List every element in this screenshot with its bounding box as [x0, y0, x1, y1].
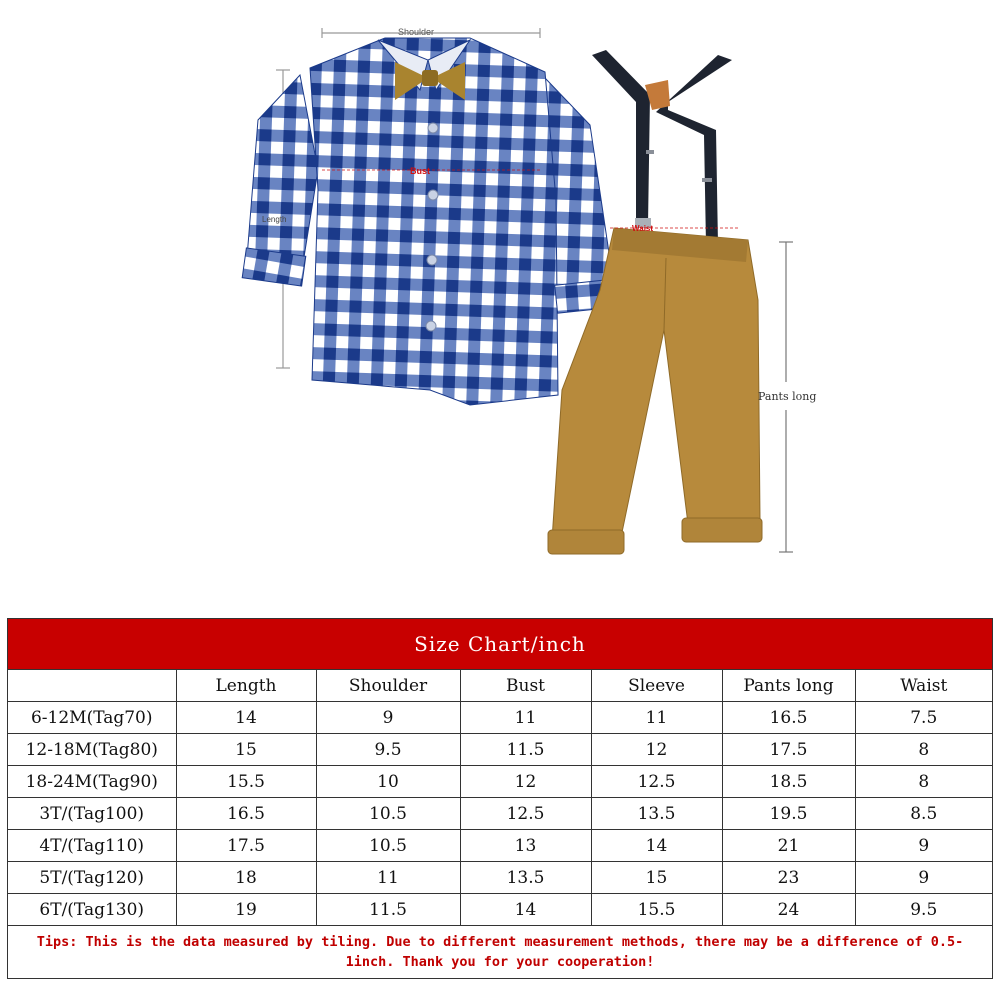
measurement-cell: 9.5 [316, 734, 460, 766]
measurement-cell: 24 [722, 894, 855, 926]
measurement-cell: 16.5 [722, 702, 855, 734]
measurement-cell: 19.5 [722, 798, 855, 830]
size-cell: 6-12M(Tag70) [8, 702, 176, 734]
tips-note: Tips: This is the data measured by tiling. Due to different measurement methods, there may be a difference of 0.5-1inch. Thank you for your cooperation! [36, 934, 964, 970]
measurement-cell: 12.5 [460, 798, 591, 830]
measurement-cell: 11.5 [460, 734, 591, 766]
measurement-cell: 10 [316, 766, 460, 798]
measurement-cell: 8 [855, 734, 992, 766]
table-row [8, 894, 992, 926]
measurement-cell: 9 [855, 830, 992, 862]
column-header: Pants long [722, 670, 855, 702]
measurement-cell: 8 [855, 766, 992, 798]
measurement-cell: 18.5 [722, 766, 855, 798]
size-chart-title: Size Chart/inch [8, 619, 992, 670]
size-cell: 6T/(Tag130) [8, 894, 176, 926]
bust-label: Bust [410, 166, 430, 176]
size-chart [7, 618, 993, 979]
column-header: Shoulder [316, 670, 460, 702]
measurement-cell: 17.5 [722, 734, 855, 766]
measurement-cell: 15 [591, 862, 722, 894]
measurement-cell: 14 [591, 830, 722, 862]
measurement-cell: 11 [316, 862, 460, 894]
pants-long-label: Pants long [758, 390, 817, 403]
column-header: Length [176, 670, 316, 702]
measurement-cell: 12 [591, 734, 722, 766]
plaid-shirt [242, 38, 619, 405]
table-row [8, 734, 992, 766]
measurement-cell: 15.5 [591, 894, 722, 926]
measurement-cell: 13.5 [460, 862, 591, 894]
table-row [8, 702, 992, 734]
measurement-cell: 9 [316, 702, 460, 734]
column-header: Sleeve [591, 670, 722, 702]
measurement-cell: 12.5 [591, 766, 722, 798]
table-row [8, 766, 992, 798]
size-cell: 3T/(Tag100) [8, 798, 176, 830]
measurement-cell: 9.5 [855, 894, 992, 926]
measurement-cell: 16.5 [176, 798, 316, 830]
measurement-cell: 18 [176, 862, 316, 894]
size-cell: 18-24M(Tag90) [8, 766, 176, 798]
size-cell: 12-18M(Tag80) [8, 734, 176, 766]
measurement-cell: 8.5 [855, 798, 992, 830]
size-column-header [8, 670, 176, 702]
table-header-row [8, 670, 992, 702]
suspenders [592, 50, 732, 248]
size-cell: 5T/(Tag120) [8, 862, 176, 894]
measurement-cell: 23 [722, 862, 855, 894]
column-header: Bust [460, 670, 591, 702]
measurement-cell: 17.5 [176, 830, 316, 862]
table-row [8, 830, 992, 862]
measurement-cell: 13.5 [591, 798, 722, 830]
table-row [8, 862, 992, 894]
measurement-cell: 11.5 [316, 894, 460, 926]
measurement-cell: 19 [176, 894, 316, 926]
measurement-cell: 15.5 [176, 766, 316, 798]
waist-label: Waist [632, 224, 654, 233]
measurement-cell: 13 [460, 830, 591, 862]
column-header: Waist [855, 670, 992, 702]
table-row [8, 798, 992, 830]
measurement-cell: 11 [591, 702, 722, 734]
measurement-cell: 14 [176, 702, 316, 734]
measurement-cell: 21 [722, 830, 855, 862]
measurement-cell: 10.5 [316, 798, 460, 830]
measurement-cell: 12 [460, 766, 591, 798]
measurement-cell: 15 [176, 734, 316, 766]
measurement-cell: 11 [460, 702, 591, 734]
length-label: Length [262, 215, 287, 224]
shoulder-label: Shoulder [398, 27, 435, 37]
size-table [8, 670, 992, 926]
size-cell: 4T/(Tag110) [8, 830, 176, 862]
measurement-cell: 9 [855, 862, 992, 894]
measurement-cell: 14 [460, 894, 591, 926]
measurement-cell: 7.5 [855, 702, 992, 734]
measurement-cell: 10.5 [316, 830, 460, 862]
